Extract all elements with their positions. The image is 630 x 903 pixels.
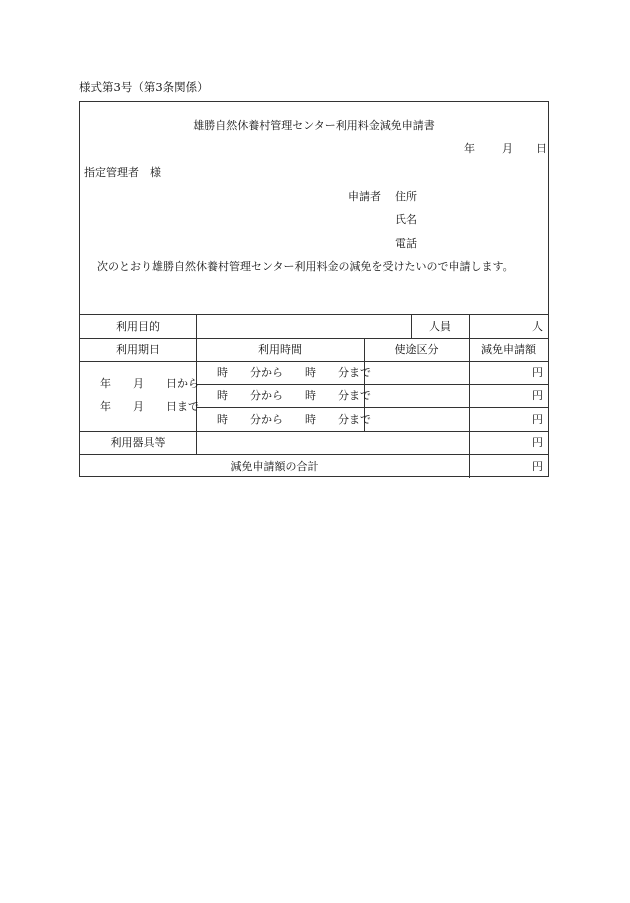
equipment-unit: 円 [532, 436, 543, 449]
total-label: 減免申請額の合計 [230, 460, 319, 473]
time-row-1: 時 分から 時 分まで [217, 366, 371, 379]
row-divider [196, 384, 548, 385]
equipment-label: 利用器具等 [110, 436, 166, 449]
people-unit: 人 [532, 320, 543, 333]
yen-unit-1: 円 [532, 366, 543, 379]
time-label: 利用時間 [258, 343, 302, 356]
row-divider [80, 454, 548, 455]
date-year: 年 [464, 142, 475, 155]
phone-label: 電話 [395, 237, 417, 250]
people-label: 人員 [429, 320, 451, 333]
date-from: 年 月 日から [100, 377, 199, 390]
application-form [79, 101, 549, 477]
row-divider [80, 431, 548, 432]
applicant-label: 申請者 [348, 190, 381, 203]
period-label: 利用期日 [116, 343, 160, 356]
row-divider [80, 338, 548, 339]
yen-unit-3: 円 [532, 413, 543, 426]
time-row-3: 時 分から 時 分まで [217, 413, 371, 426]
row-divider [80, 361, 548, 362]
statement: 次のとおり雄勝自然休養村管理センター利用料金の減免を受けたいので申請します。 [97, 260, 514, 273]
date-day: 日 [536, 142, 547, 155]
purpose-label: 利用目的 [116, 320, 160, 333]
addressee: 指定管理者 様 [84, 166, 161, 179]
table-top-line [80, 314, 548, 315]
row-divider [196, 407, 548, 408]
form-number: 様式第3号（第3条関係） [79, 80, 209, 94]
name-label: 氏名 [395, 213, 417, 226]
time-row-2: 時 分から 時 分まで [217, 389, 371, 402]
reduction-label: 減免申請額 [481, 343, 536, 356]
yen-unit-2: 円 [532, 389, 543, 402]
date-month: 月 [502, 142, 513, 155]
date-to: 年 月 日まで [100, 400, 199, 413]
address-label: 住所 [395, 190, 417, 203]
total-unit: 円 [532, 460, 543, 473]
form-title: 雄勝自然休養村管理センター利用料金減免申請書 [193, 119, 435, 132]
usage-label: 使途区分 [394, 343, 439, 356]
